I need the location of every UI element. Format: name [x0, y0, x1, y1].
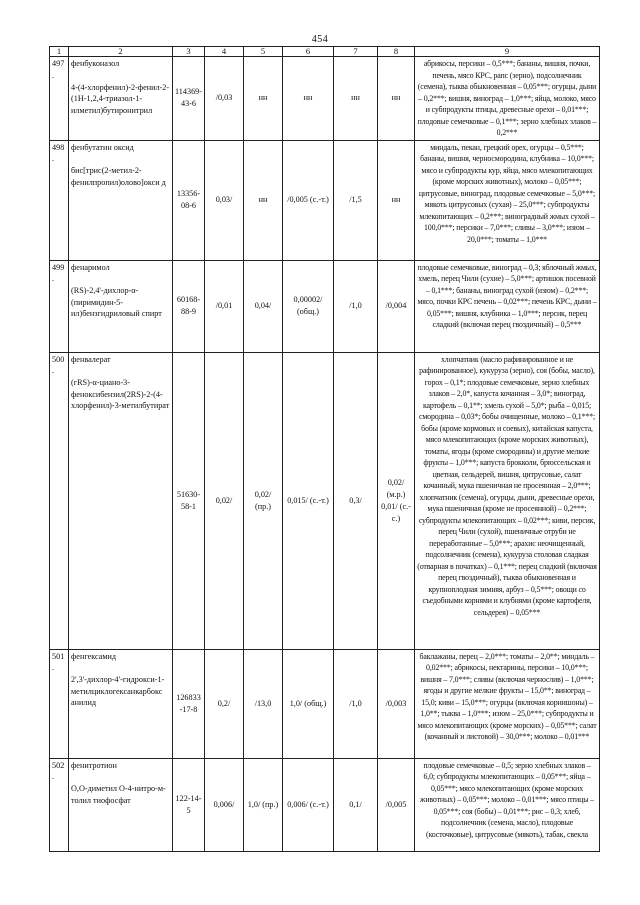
- value-cell: 0,006/ (с.-т.): [283, 758, 334, 851]
- value-cell: 0,02/ (м.р.) 0,01/ (с.-с.): [378, 352, 415, 649]
- header-cell: 2: [69, 47, 173, 57]
- substance-cell: [69, 758, 173, 851]
- substance-name: фенвалерат: [71, 354, 111, 364]
- substance-cell: [69, 352, 173, 649]
- header-cell: 6: [283, 47, 334, 57]
- value-cell: нн: [244, 140, 283, 260]
- residue-limits: плодовые семечковые, виноград – 0,3; яблочный жмых, хмель, перец Чили (сухие) – 5,0***; артишок посевной – 0,1***; бананы, виноград сухой (изюм) – 0,2***; мясо, почки КРС печень – 0,02***; печень КРС, дыни – 0,05***; вишня, клубника – 1,0***; персик, перец сладкий (включая перец гвоздичный) – 0,5***: [415, 260, 600, 352]
- cas-number: 126833-17-8: [173, 649, 205, 758]
- value-cell: /0,005: [378, 758, 415, 851]
- page-number: 454: [311, 34, 329, 45]
- value-cell: 1,0/ (общ.): [283, 649, 334, 758]
- value-cell: нн: [283, 57, 334, 141]
- residue-limits: плодовые семечковые – 0,5; зерно хлебных злаков – 6,0; субпродукты млекопитающих – 0,05***; яйца – 0,05***; мясо млекопитающих (кроме морских животных) – 0,05***; молоко – 0,01***; мясо птицы – 0,05***; соя (бобы) – 0,01***; рис – 0,3; хлеб, подсолнечник (семена, масло), плодовые (косточковые), цитрусовые (мякоть), табак, свекла: [415, 758, 600, 851]
- value-cell: 0,00002/ (общ.): [283, 260, 334, 352]
- value-cell: 0,006/: [205, 758, 244, 851]
- value-cell: 1,0/ (пр.): [244, 758, 283, 851]
- value-cell: нн: [378, 140, 415, 260]
- header-cell: 7: [334, 47, 378, 57]
- header-cell: 3: [173, 47, 205, 57]
- value-cell: /13,0: [244, 649, 283, 758]
- chemical-name: 2',3'-дихлор-4'-гидрокси-1-метилциклогексанкарбокс анилид: [71, 675, 165, 708]
- row-number: 499.: [50, 260, 69, 352]
- chemical-name: О,О-диметил О-4-нитро-м-толил тиофосфат: [71, 784, 166, 805]
- header-cell: 8: [378, 47, 415, 57]
- header-cell: 5: [244, 47, 283, 57]
- value-cell: /0,005 (с.-т.): [283, 140, 334, 260]
- value-cell: 0,3/: [334, 352, 378, 649]
- substance-cell: [69, 140, 173, 260]
- value-cell: /0,03: [205, 57, 244, 141]
- substance-name: фенитротион: [71, 760, 117, 770]
- value-cell: /1,5: [334, 140, 378, 260]
- substance-cell: [69, 260, 173, 352]
- row-number: 500.: [50, 352, 69, 649]
- header-cell: 4: [205, 47, 244, 57]
- header-cell: 1: [50, 47, 69, 57]
- row-number: 498.: [50, 140, 69, 260]
- value-cell: 0,04/: [244, 260, 283, 352]
- value-cell: 0,02/ (пр.): [244, 352, 283, 649]
- value-cell: /0,01: [205, 260, 244, 352]
- residue-limits: баклажаны, перец – 2,0***; томаты – 2,0**; миндаль – 0,02***; абрикосы, нектарины, персики – 10,0***; вишня – 7,0***; сливы (включая чернослив) – 1,0***; ягоды и другие мелкие фрукты – 15,0**; виноград – 15,0; киви – 15,0***; огурцы (включая корнишоны) – 1,0**; тыква – 1,0***; изюм – 25,0***; субпродукты и мясо млекопитающих (кроме морских) – 0,05***; салат (кочанный и листовой) – 30,0***; молоко – 0,01***: [415, 649, 600, 758]
- table-row: [50, 57, 600, 141]
- value-cell: /0,004: [378, 260, 415, 352]
- residue-limits: абрикосы, персики – 0,5***; бананы, вишня, почки, печень, мясо КРС, рапс (зерно), подсолнечник (семена), тыква обыкновенная – 0,05***; огурцы, дыни – 0,2***; вишня, виноград – 1,0***; яйца, молоко, мясо и субпродукты птицы, древесные орехи – 0,01***; плодовые семечковые – 0,1***; зерно хлебных злаков – 0,2***: [415, 57, 600, 141]
- value-cell: /1,0: [334, 260, 378, 352]
- row-number: 502.: [50, 758, 69, 851]
- value-cell: /0,003: [378, 649, 415, 758]
- table-row: [50, 758, 600, 851]
- row-number: 497.: [50, 57, 69, 141]
- value-cell: нн: [244, 57, 283, 141]
- cas-number: 51630-58-1: [173, 352, 205, 649]
- chemical-name: 4-(4-хлорфенил)-2-фенил-2-(1Н-1,2,4-триазол-1-илметил)бутиронитрил: [71, 82, 170, 115]
- cas-number: 122-14-5: [173, 758, 205, 851]
- substance-cell: [69, 649, 173, 758]
- chemical-name: (гRS)-α-циано-3-феноксибензил(2RS)-2-(4-хлорфенил)-3-метилбутират: [71, 378, 170, 411]
- substance-name: фенбуконазол: [71, 59, 120, 68]
- value-cell: нн: [378, 57, 415, 141]
- substance-name: фенгексамид: [71, 651, 117, 661]
- regulation-table: [49, 46, 600, 852]
- substance-name: фенбутатин оксид: [71, 142, 134, 152]
- cas-number: 60168-88-9: [173, 260, 205, 352]
- substance-cell: [69, 57, 173, 141]
- row-number: 501.: [50, 649, 69, 758]
- table-row: [50, 649, 600, 758]
- value-cell: /1,0: [334, 649, 378, 758]
- table-row: [50, 260, 600, 352]
- cas-number: 13356-08-6: [173, 140, 205, 260]
- table-row: [50, 352, 600, 649]
- value-cell: 0,2/: [205, 649, 244, 758]
- chemical-name: бис[трис(2-метил-2-фенилпропил)олово]окси д: [71, 166, 166, 187]
- substance-name: фенаримол: [71, 262, 110, 272]
- value-cell: нн: [334, 57, 378, 141]
- chemical-name: (RS)-2,4'-дихлор-α-(пиримидин-5-ил)бензгидриловый спирт: [71, 286, 162, 319]
- value-cell: 0,03/: [205, 140, 244, 260]
- header-cell: 9: [415, 47, 600, 57]
- value-cell: 0,1/: [334, 758, 378, 851]
- value-cell: 0,015/ (с.-т.): [283, 352, 334, 649]
- value-cell: 0,02/: [205, 352, 244, 649]
- header-row: [50, 47, 600, 57]
- cas-number: 114369-43-6: [173, 57, 205, 141]
- residue-limits: хлопчатник (масло рафинированное и не рафинированное), кукуруза (зерно), соя (бобы, масло), горох – 0,1*; плодовые семечковые, зерно хлебных злаков – 2,0*, капуста кочанная – 3,0*; виноград, картофель – 0,1**; хмель сухой – 5,0*; рыба – 0,015; смородина – 0,03*; бобы очищенные, молоко – 0,1***; бобы (кроме кормовых и соевых), китайская капуста, мясо млекопитающих (кроме морских животных), томаты, ягоды (кроме смородины) и другие мелкие фрукты – 1,0***; капуста брокколи, брюссельская и цветная, сельдерей, вишня, цитрусовые, салат кочанный, мука пшеничная не просеянная – 2,0***; хлопчатник (семена), огурцы, дыни, древесные орехи, мука пшеничная (кроме не просеянной) – 0,2***; субпродукты млекопитающих – 0,02***; киви, персик, перец Чили (сухой), пшеничные отруби не переработанные – 5,0***; арахис неочищенный, подсолнечник (семена), кукуруза столовая сладкая (отварная в початках) – 0,1***; перец сладкий (включая перец гвоздичный), тыква обыкновенная и крупноплодная зимняя, арбуз – 0,5***; овощи со съедобными корнями и клубнями (кроме картофеля, сельдерея) – 0,05***: [415, 352, 600, 649]
- table-row: [50, 140, 600, 260]
- residue-limits: миндаль, пекан, грецкий орех, огурцы – 0,5***; бананы, вишня, черносмородина, клубника – 10,0***; мясо и субпродукты кур, яйца, мясо млекопитающих (кроме морских животных), молоко – 0,05***; цитрусовые, виноград, плодовые семечковые – 5,0***; мякоть цитрусовых (сухая) – 25,0***; субпродукты млекопитающих – 0,2***; виноградный жмых сухой – 100,0***; персики – 7,0***; сливы – 3,0***; изюм – 20,0***; томаты – 1,0***: [415, 140, 600, 260]
